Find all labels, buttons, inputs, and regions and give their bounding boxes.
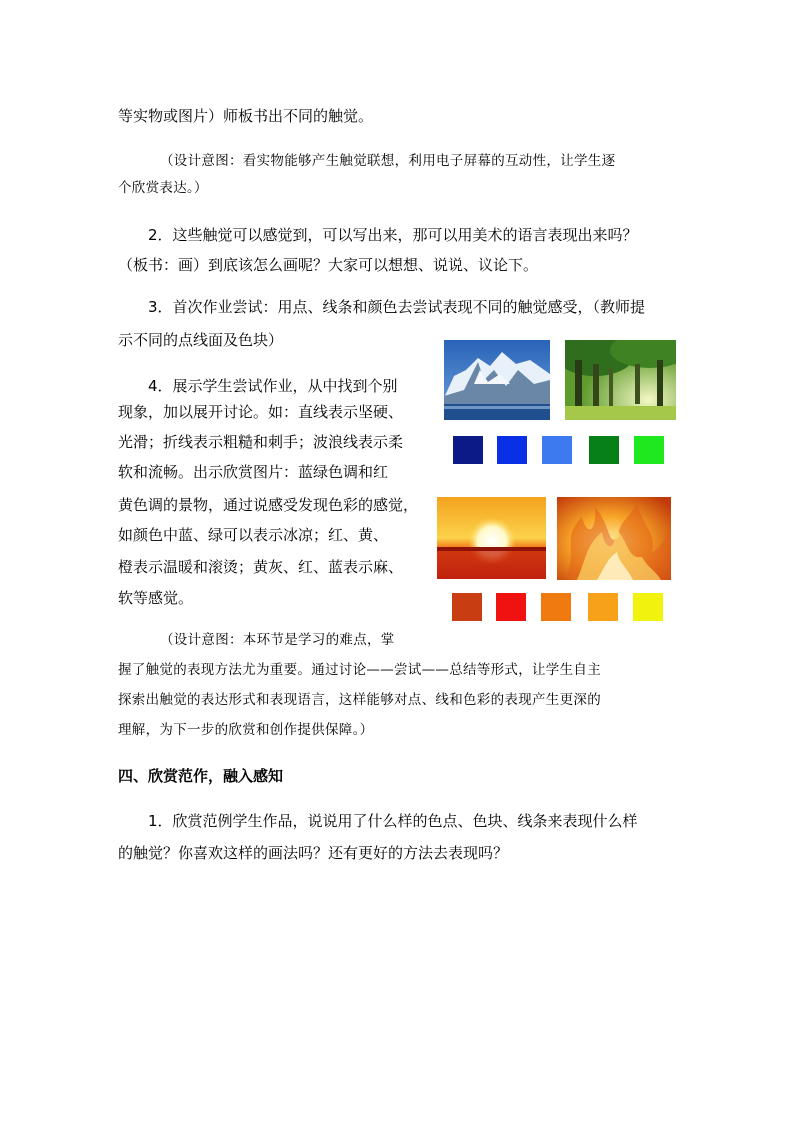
color-swatch-yellow — [633, 593, 663, 621]
color-swatch-dark-orange — [452, 593, 482, 621]
paragraph-line: 如颜色中蓝、绿可以表示冰凉；红、黄、 — [118, 526, 389, 544]
color-swatch-amber — [588, 593, 618, 621]
paragraph-line: 软和流畅。出示欣赏图片：蓝绿色调和红 — [118, 463, 389, 481]
color-swatch-green — [589, 436, 619, 464]
paragraph-line: （板书：画）到底该怎么画呢？大家可以想想、说说、议论下。 — [118, 256, 539, 274]
paragraph-line: 现象，加以展开讨论。如：直线表示坚硬、 — [118, 403, 404, 421]
design-intent-note: 探索出触觉的表达形式和表现语言，这样能够对点、线和色彩的表现产生更深的 — [118, 692, 601, 708]
sunset-photo — [437, 497, 546, 579]
color-swatch-orange — [541, 593, 571, 621]
design-intent-note: 个欣赏表达。） — [118, 180, 208, 196]
paragraph-line: 的触觉？你喜欢这样的画法吗？还有更好的方法去表现吗？ — [118, 844, 509, 862]
paragraph-line: 黄色调的景物，通过说感受发现色彩的感觉， — [118, 496, 419, 514]
design-intent-note: 握了触觉的表现方法尤为重要。通过讨论——尝试——总结等形式，让学生自主 — [118, 662, 601, 678]
color-swatch-navy — [453, 436, 483, 464]
paragraph-line: 2．这些触觉可以感觉到，可以写出来，那可以用美术的语言表现出来吗？ — [148, 226, 638, 244]
green-forest-photo — [565, 340, 676, 420]
paragraph-line: 橙表示温暖和滚烫；黄灰、红、蓝表示麻、 — [118, 558, 404, 576]
design-intent-note: 理解，为下一步的欣赏和创作提供保障。） — [118, 722, 374, 738]
design-intent-note: （设计意图：本环节是学习的难点，掌 — [160, 632, 395, 648]
color-swatch-light-blue — [542, 436, 572, 464]
fire-photo — [557, 497, 671, 580]
paragraph-line: 软等感觉。 — [118, 589, 194, 607]
color-swatch-bright-green — [634, 436, 664, 464]
section-heading: 四、欣赏范作，融入感知 — [118, 767, 284, 785]
color-swatch-red — [496, 593, 526, 621]
paragraph-line: 光滑；折线表示粗糙和刺手；波浪线表示柔 — [118, 433, 404, 451]
paragraph-line: 3．首次作业尝试：用点、线条和颜色去尝试表现不同的触觉感受，（教师提 — [148, 298, 646, 316]
design-intent-note: （设计意图：看实物能够产生触觉联想，利用电子屏幕的互动性，让学生逐 — [160, 153, 616, 169]
paragraph-line: 示不同的点线面及色块） — [118, 331, 284, 349]
snowy-mountain-photo — [444, 340, 550, 420]
color-swatch-blue — [497, 436, 527, 464]
paragraph-line: 1．欣赏范例学生作品，说说用了什么样的色点、色块、线条来表现什么样 — [148, 812, 638, 830]
paragraph-line: 等实物或图片）师板书出不同的触觉。 — [118, 107, 374, 125]
paragraph-line: 4．展示学生尝试作业，从中找到个别 — [148, 377, 398, 395]
